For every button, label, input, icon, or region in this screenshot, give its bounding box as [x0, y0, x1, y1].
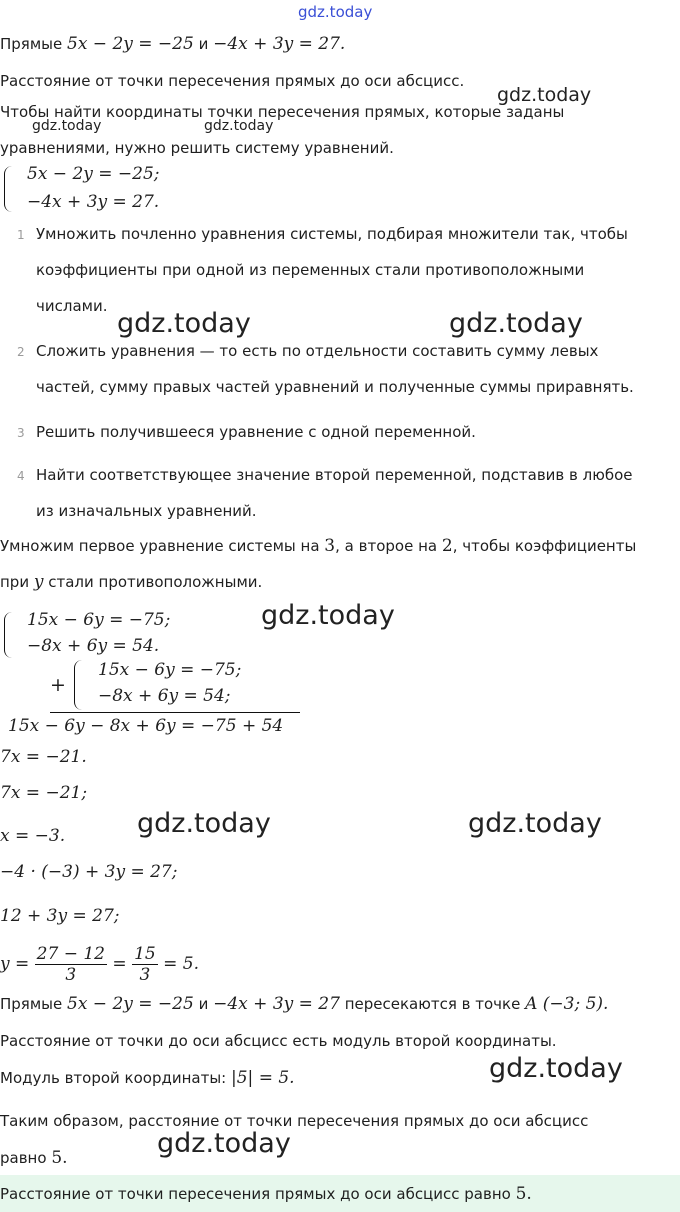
- fraction-numerator: 27 − 12: [36, 944, 105, 964]
- therefore-line-2: [0, 1148, 68, 1168]
- fraction-numerator: 15: [134, 944, 156, 964]
- system2-eq2: −8x + 6y = 54.: [27, 636, 160, 656]
- therefore-line-1: Таким образом, расстояние от точки пересечения прямых до оси абсцисс: [0, 1112, 589, 1130]
- y-calculation: [0, 944, 199, 985]
- watermark-small: gdz.today: [497, 84, 592, 106]
- modulus-label: Модуль второй координаты:: [0, 1069, 227, 1087]
- watermark-large: gdz.today: [449, 308, 583, 339]
- system3-eq1: 15x − 6y = −75;: [98, 660, 242, 680]
- calc-line: x = −3.: [0, 826, 66, 846]
- distance-text: Расстояние от точки до оси абсцисс есть модуль второй координаты.: [0, 1032, 557, 1050]
- watermark-large: gdz.today: [137, 808, 271, 839]
- conclusion-conjunction: и: [198, 995, 209, 1013]
- conclusion-lead: Прямые: [0, 995, 63, 1013]
- system-brace: [4, 166, 15, 212]
- step-2-line-2: частей, сумму правых частей уравнений и полученные суммы приравнять.: [36, 378, 634, 396]
- multiply-text: , чтобы коэффициенты: [452, 537, 637, 555]
- watermark-small: gdz.today: [204, 118, 274, 134]
- therefore-text: равно: [0, 1149, 47, 1167]
- answer-text: Расстояние от точки пересечения прямых до оси абсцисс равно: [0, 1185, 511, 1203]
- system1-eq1: 5x − 2y = −25;: [27, 164, 160, 184]
- therefore-value: 5.: [51, 1148, 68, 1168]
- sum-line: 15x − 6y − 8x + 6y = −75 + 54: [8, 716, 284, 736]
- watermark-top: gdz.today: [298, 3, 373, 21]
- step-number: 2: [17, 345, 25, 359]
- conclusion-line: [0, 994, 608, 1014]
- intro-line: [0, 34, 345, 54]
- answer-line: [0, 1184, 532, 1204]
- conclusion-text: пересекаются в точке: [344, 995, 521, 1013]
- system-brace: [4, 612, 15, 658]
- modulus-line: [0, 1068, 295, 1088]
- step-4-line-1: Найти соответствующее значение второй переменной, подставив в любое: [36, 466, 633, 484]
- intro-lead: Прямые: [0, 35, 63, 53]
- watermark-large: gdz.today: [261, 600, 395, 631]
- answer-value: 5.: [515, 1184, 532, 1204]
- fraction-denominator: 3: [139, 965, 151, 985]
- watermark-large: gdz.today: [117, 308, 251, 339]
- multiply-line-2: [0, 572, 262, 592]
- step-1-line-1: Умножить почленно уравнения системы, подбирая множители так, чтобы: [36, 225, 628, 243]
- intersection-point: A (−3; 5).: [525, 994, 609, 1014]
- watermark-large: gdz.today: [157, 1128, 291, 1159]
- system1-eq2: −4x + 3y = 27.: [27, 192, 160, 212]
- step-number: 1: [17, 228, 25, 242]
- addition-rule: [50, 712, 300, 713]
- multiplier-1: 3: [324, 536, 336, 556]
- fraction-denominator: 3: [65, 965, 77, 985]
- intro-equation-2: −4x + 3y = 27.: [213, 34, 346, 54]
- fraction: [132, 944, 158, 985]
- answer-box: [0, 1175, 680, 1212]
- fraction: [35, 944, 107, 985]
- conclusion-equation-2: −4x + 3y = 27: [213, 994, 340, 1014]
- step-number: 4: [17, 469, 25, 483]
- step-1-line-3: числами.: [36, 297, 108, 315]
- multiply-line-1: [0, 536, 636, 556]
- multiplier-2: 2: [441, 536, 453, 556]
- system-brace: [74, 660, 85, 710]
- watermark-large: gdz.today: [468, 808, 602, 839]
- step-number: 3: [17, 426, 25, 440]
- step-1-line-2: коэффициенты при одной из переменных стали противоположными: [36, 261, 585, 279]
- equals-sign: =: [112, 954, 127, 974]
- calc-line: 12 + 3y = 27;: [0, 906, 120, 926]
- y-lhs: y =: [0, 954, 30, 974]
- watermark-large: gdz.today: [489, 1053, 623, 1084]
- system2-eq1: 15x − 6y = −75;: [27, 610, 171, 630]
- explain-line-2: уравнениями, нужно решить систему уравнений.: [0, 139, 394, 157]
- intro-equation-1: 5x − 2y = −25: [67, 34, 194, 54]
- multiply-text: при: [0, 573, 30, 591]
- plus-sign: +: [50, 674, 66, 696]
- step-2-line-1: Сложить уравнения — то есть по отдельности составить сумму левых: [36, 342, 599, 360]
- step-4-line-2: из изначальных уравнений.: [36, 502, 257, 520]
- multiply-text: стали противоположными.: [48, 573, 263, 591]
- question-text: Расстояние от точки пересечения прямых до оси абсцисс.: [0, 72, 465, 90]
- conclusion-equation-1: 5x − 2y = −25: [67, 994, 194, 1014]
- system3-eq2: −8x + 6y = 54;: [98, 686, 231, 706]
- multiply-text: , а второе на: [335, 537, 438, 555]
- multiply-text: Умножим первое уравнение системы на: [0, 537, 320, 555]
- calc-line: −4 · (−3) + 3y = 27;: [0, 862, 178, 882]
- calc-line: 7x = −21.: [0, 747, 87, 767]
- step-3-line-1: Решить получившееся уравнение с одной переменной.: [36, 423, 476, 441]
- variable-y: y: [33, 572, 44, 592]
- modulus-value: |5| = 5.: [231, 1068, 295, 1088]
- intro-conjunction: и: [198, 35, 209, 53]
- y-result: = 5.: [163, 954, 199, 974]
- watermark-small: gdz.today: [32, 118, 102, 134]
- calc-line: 7x = −21;: [0, 783, 88, 803]
- explain-line-1: Чтобы найти координаты точки пересечения прямых, которые заданы: [0, 103, 565, 121]
